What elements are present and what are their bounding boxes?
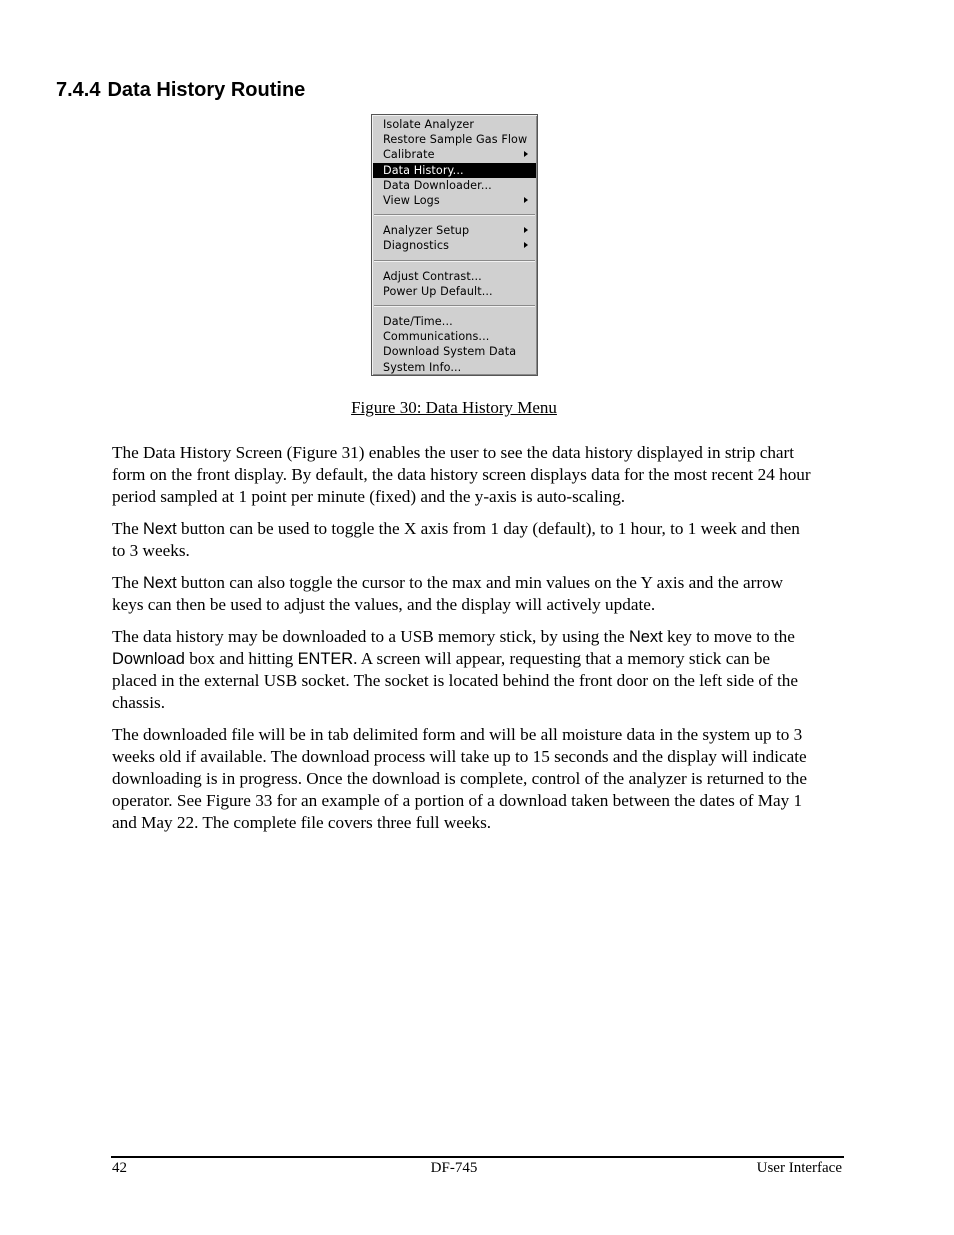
- next-key-label: Next: [628, 628, 663, 646]
- section-title: Data History Routine: [107, 79, 306, 101]
- menu-item-label: View Logs: [383, 193, 440, 207]
- document-id: DF-745: [430, 1160, 478, 1176]
- text-run: The: [112, 573, 144, 592]
- footer-rule: [111, 1156, 844, 1158]
- section-name: User Interface: [756, 1160, 842, 1176]
- submenu-arrow-icon: [524, 227, 528, 233]
- text-run: The: [112, 519, 144, 538]
- menu-item-label: Analyzer Setup: [383, 224, 470, 237]
- text-run: box and hitting: [184, 649, 298, 668]
- menu-item[interactable]: [372, 132, 537, 147]
- text-run: button can also toggle the cursor to the max and min values on the Y axis and the arrow keys can then be used to adjust the values, and the display will actively update.: [112, 573, 784, 614]
- menu-item[interactable]: [372, 117, 537, 132]
- menu-item-label: Power Up Default...: [383, 285, 493, 299]
- menu-item[interactable]: [372, 344, 537, 359]
- menu-item-label: Communications...: [383, 330, 490, 344]
- next-key-label: Next: [143, 574, 177, 592]
- menu-item[interactable]: [372, 178, 537, 193]
- menu-group: [372, 314, 537, 375]
- paragraph-3: [112, 572, 812, 616]
- menu-item-label: Calibrate: [383, 148, 435, 162]
- section-heading: [56, 79, 305, 102]
- page-number: 42: [112, 1160, 127, 1176]
- text-run: . A screen will appear, requesting that a memory stick can be placed in the external USB socket. The socket is located behind the front door on the left side of the chassis.: [112, 649, 799, 712]
- submenu-arrow-icon: [524, 197, 528, 203]
- menu-item[interactable]: [372, 223, 537, 238]
- menu-item[interactable]: [372, 193, 537, 208]
- paragraph-2: [112, 518, 812, 562]
- section-number: 7.4.4: [56, 79, 101, 101]
- menu-item[interactable]: [372, 238, 537, 253]
- text-run: key to move to the: [662, 627, 795, 646]
- submenu-arrow-icon: [524, 151, 528, 157]
- menu-item-label: Date/Time...: [383, 315, 453, 328]
- text-run: button can be used to toggle the X axis from 1 day (default), to 1 hour, to 1 week and then to 3 weeks.: [112, 519, 800, 560]
- menu-item[interactable]: [372, 147, 537, 162]
- menu-separator: [374, 214, 535, 216]
- paragraph-1: The Data History Screen (Figure 31) enables the user to see the data history displayed in strip chart form on the front display. By default, the data history screen displays data for the most recent 24 hour period sampled at 1 point per minute (fixed) and the y-axis is auto-scaling.: [112, 443, 811, 506]
- menu-item-label: System Info...: [383, 360, 462, 374]
- download-box-label: Download: [112, 650, 185, 668]
- enter-key-label: ENTER: [297, 650, 354, 668]
- figure-caption: Figure 30: Data History Menu: [351, 398, 557, 417]
- context-menu: [371, 114, 538, 376]
- menu-group: [372, 117, 537, 208]
- menu-item-label: Download System Data: [383, 345, 517, 359]
- paragraph-5: The downloaded file will be in tab delimited form and will be all moisture data in the system up to 3 weeks old if available. The download process will take up to 15 seconds and the display will indicate downloading is in progress. Once the download is complete, control of the analyzer is returned to the operator. See Figure 33 for an example of a portion of a download taken between the dates of May 1 and May 22. The complete file covers three full weeks.: [112, 725, 807, 832]
- menu-item-label: Data Downloader...: [383, 178, 492, 192]
- submenu-arrow-icon: [524, 242, 528, 248]
- menu-item-label: Data History...: [383, 163, 464, 177]
- menu-item[interactable]: [372, 314, 537, 329]
- menu-group: [372, 223, 537, 253]
- menu-separator: [374, 260, 535, 262]
- menu-item-label: Adjust Contrast...: [383, 270, 482, 283]
- menu-item-label: Restore Sample Gas Flow: [383, 133, 528, 147]
- menu-item[interactable]: [372, 269, 537, 284]
- text-run: The data history may be downloaded to a USB memory stick, by using the: [112, 627, 629, 646]
- menu-item[interactable]: [372, 360, 537, 375]
- menu-group: [372, 269, 537, 299]
- paragraph-4: [112, 626, 812, 714]
- menu-separator: [374, 305, 535, 307]
- body-text: [112, 442, 812, 844]
- menu-item[interactable]: [372, 284, 537, 299]
- menu-item[interactable]: [373, 163, 536, 178]
- menu-item-label: Diagnostics: [383, 239, 450, 253]
- menu-item-label: Isolate Analyzer: [383, 118, 475, 131]
- menu-item[interactable]: [372, 329, 537, 344]
- next-key-label: Next: [143, 520, 177, 538]
